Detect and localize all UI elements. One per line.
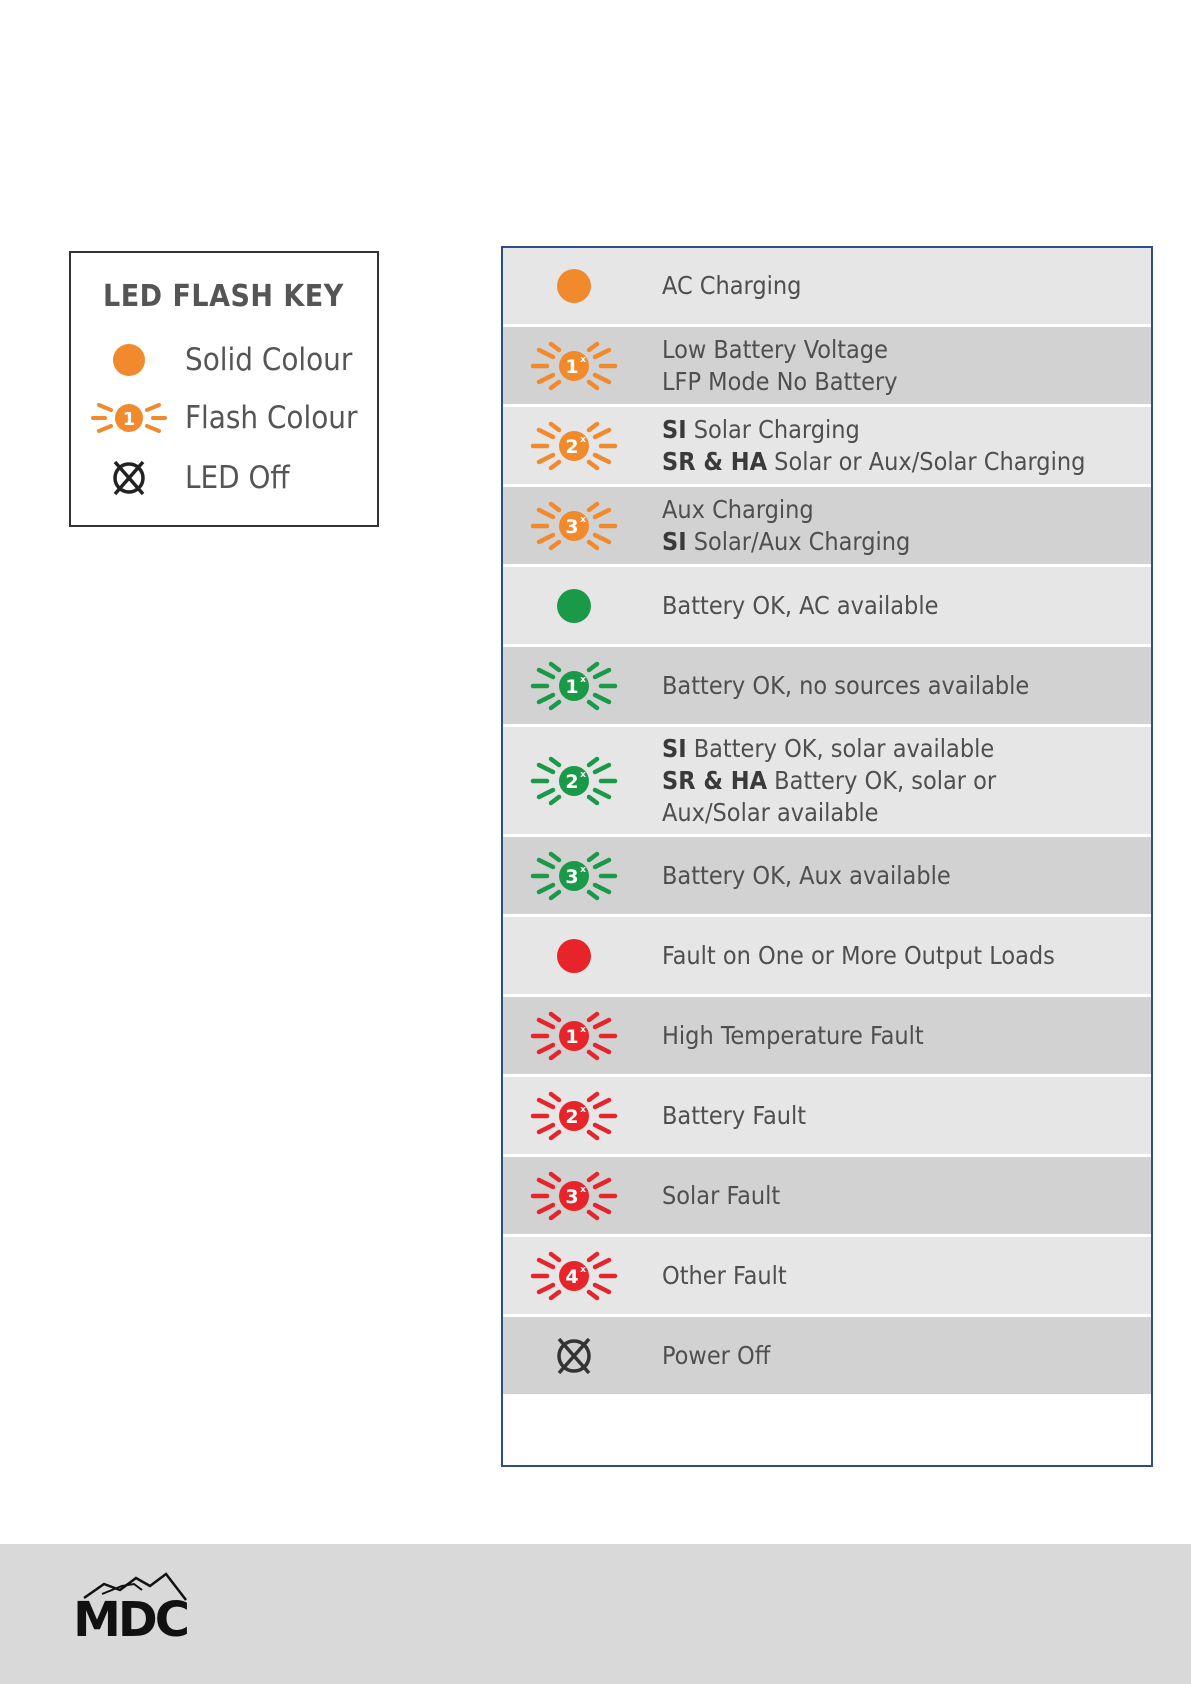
table-row: [503, 1157, 1151, 1234]
table-row: [503, 997, 1151, 1074]
row-description: SI Solar Charging SR & HA Solar or Aux/Solar Charging: [662, 414, 1086, 476]
row-description: Battery OK, Aux available: [662, 860, 951, 890]
power-off-icon: [529, 1326, 619, 1386]
table-row: [503, 327, 1151, 404]
key-item-label: Flash Colour: [185, 400, 358, 436]
flash-led-icon: [529, 751, 619, 811]
flash-led-icon: [529, 846, 619, 906]
row-description: SI Battery OK, solar available SR & HA Battery OK, solar or Aux/Solar available: [662, 733, 997, 827]
row-description: Power Off: [662, 1340, 771, 1370]
mdc-logo: [62, 1570, 202, 1644]
table-row: [503, 1317, 1151, 1394]
table-row: [503, 1077, 1151, 1154]
svg-text:x: x: [580, 864, 586, 875]
svg-text:x: x: [580, 769, 586, 780]
svg-text:x: x: [580, 354, 586, 365]
row-description: Other Fault: [662, 1260, 787, 1290]
svg-text:MDC: MDC: [73, 1592, 187, 1644]
flash-led-icon: [529, 496, 619, 556]
table-row: [503, 567, 1151, 644]
svg-text:1: 1: [565, 1025, 579, 1048]
solid-led-icon: [529, 576, 619, 636]
row-description: Low Battery Voltage LFP Mode No Battery: [662, 334, 898, 396]
svg-text:2: 2: [565, 770, 579, 793]
key-item-label: LED Off: [185, 460, 290, 496]
flash-led-icon: [529, 336, 619, 396]
svg-text:x: x: [580, 1264, 586, 1275]
table-row: [503, 407, 1151, 484]
svg-text:3: 3: [565, 515, 579, 538]
row-description: High Temperature Fault: [662, 1020, 924, 1050]
solid-dot-icon: [89, 335, 169, 385]
svg-text:x: x: [580, 1024, 586, 1035]
flash-led-icon: [529, 1166, 619, 1226]
table-row: [503, 647, 1151, 724]
table-row: [503, 917, 1151, 994]
key-item-solid: [71, 335, 377, 385]
solid-led-icon: [529, 256, 619, 316]
key-title: LED FLASH KEY: [103, 279, 344, 314]
row-description: AC Charging: [662, 271, 802, 300]
solid-led-icon: [529, 926, 619, 986]
table-row: [503, 248, 1151, 324]
row-description: Aux Charging SI Solar/Aux Charging: [662, 494, 911, 556]
svg-text:4: 4: [565, 1265, 579, 1288]
led-status-table: [501, 246, 1153, 1467]
row-description: Battery OK, AC available: [662, 590, 939, 620]
led-off-icon: [89, 453, 169, 503]
svg-text:1: 1: [565, 355, 579, 378]
key-item-off: [71, 453, 377, 503]
table-row: [503, 487, 1151, 564]
row-description: Fault on One or More Output Loads: [662, 940, 1055, 970]
svg-text:2: 2: [565, 435, 579, 458]
key-item-flash: [71, 393, 377, 443]
row-description: Solar Fault: [662, 1180, 781, 1210]
flash-led-icon: [529, 1086, 619, 1146]
row-description: Battery Fault: [662, 1100, 807, 1130]
flash-led-icon: [529, 656, 619, 716]
footer-bar: [0, 1544, 1191, 1684]
row-description: Battery OK, no sources available: [662, 670, 1030, 700]
svg-text:1: 1: [565, 675, 579, 698]
svg-text:x: x: [580, 514, 586, 525]
flash-led-icon: [529, 1246, 619, 1306]
svg-text:1: 1: [122, 409, 136, 430]
svg-text:x: x: [580, 434, 586, 445]
table-row: [503, 1237, 1151, 1314]
svg-text:3: 3: [565, 865, 579, 888]
flash-led-icon: [529, 1006, 619, 1066]
table-row: [503, 837, 1151, 914]
key-item-label: Solid Colour: [185, 342, 353, 378]
svg-text:x: x: [580, 1184, 586, 1195]
led-flash-key: [69, 251, 379, 527]
table-row: [503, 727, 1151, 834]
svg-text:2: 2: [565, 1105, 579, 1128]
svg-text:x: x: [580, 1104, 586, 1115]
svg-text:x: x: [580, 674, 586, 685]
svg-text:3: 3: [565, 1185, 579, 1208]
flash-dot-icon: [89, 393, 169, 443]
flash-led-icon: [529, 416, 619, 476]
